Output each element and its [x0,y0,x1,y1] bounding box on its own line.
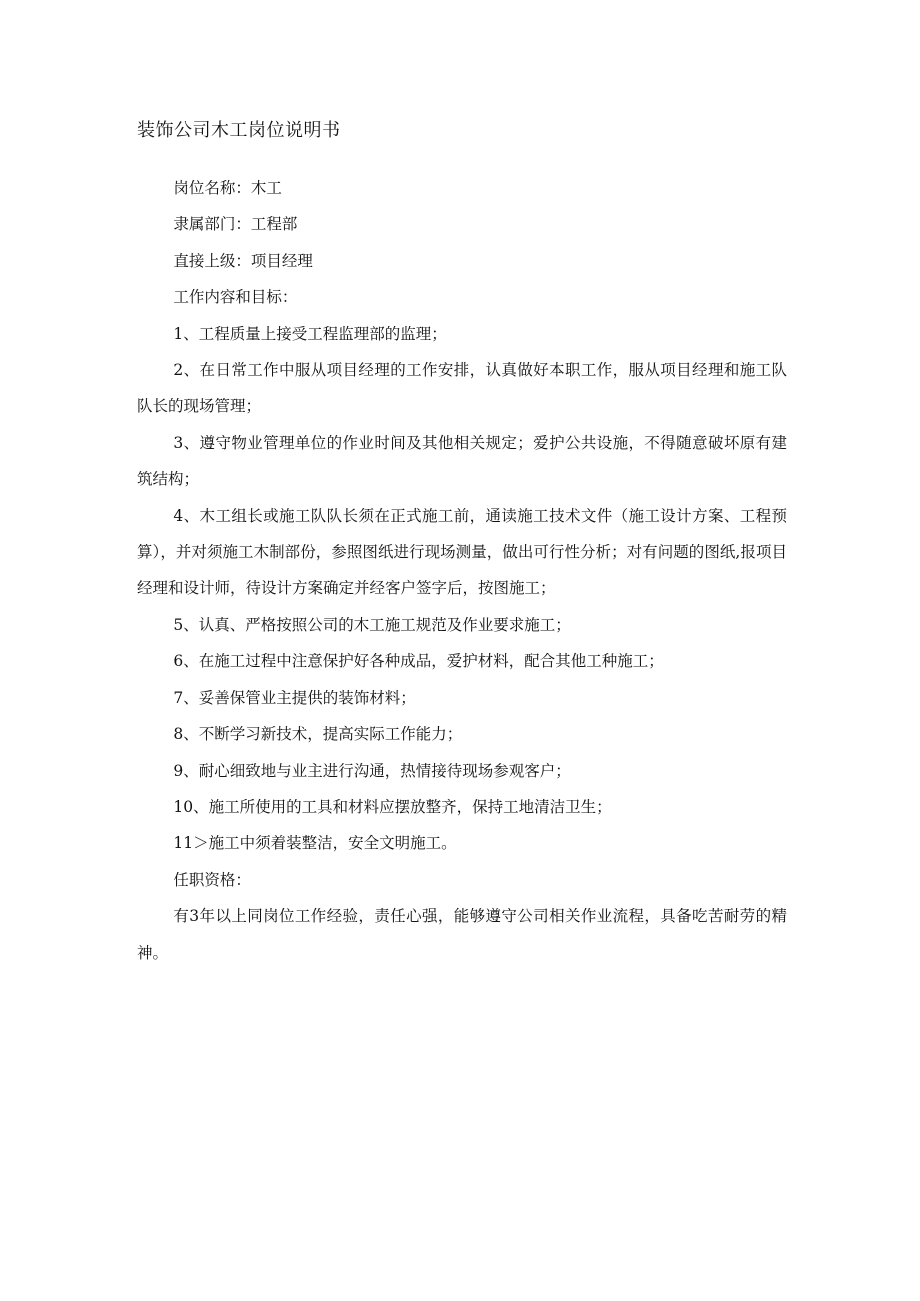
duty-item: 11＞施工中须着装整洁，安全文明施工。 [173,834,457,853]
document-body [137,170,787,971]
section-heading-duties: 工作内容和目标： [173,288,298,307]
section-heading-qualifications: 任职资格： [173,870,251,889]
duty-item: 5、认真、严格按照公司的木工施工规范及作业要求施工； [173,615,571,634]
duty-item: 10、施工所使用的工具和材料应摆放整齐，保持工地清洁卫生； [173,797,612,816]
duty-item: 6、在施工过程中注意保护好各种成品，爱护材料，配合其他工种施工； [173,652,664,671]
duty-item: 4、木工组长或施工队队长须在正式施工前，通读施工技术文件（施工设计方案、工程预算），并对须施工木制部份，参照图纸进行现场测量，做出可行性分析；对有问题的图纸,报项目经理和设计师，待设计方案确定并经客户签字后，按图施工； [137,506,787,598]
duty-item: 3、遵守物业管理单位的作业时间及其他相关规定；爱护公共设施，不得随意破坏原有建筑结构； [137,433,787,489]
field-supervisor: 直接上级：项目经理 [173,251,313,270]
qualification-text: 有3年以上同岗位工作经验，责任心强，能够遵守公司相关作业流程，具备吃苦耐劳的精神。 [137,907,787,962]
duty-item: 1、工程质量上接受工程监理部的监理； [173,324,447,343]
field-position-name: 岗位名称：木工 [173,179,282,197]
document-title: 装饰公司木工岗位说明书 [137,120,341,141]
duty-item: 8、不断学习新技术，提高实际工作能力； [173,725,463,744]
field-department: 隶属部门：工程部 [173,215,298,234]
duty-item: 9、耐心细致地与业主进行沟通，热情接待现场参观客户； [173,761,571,780]
duty-item: 2、在日常工作中服从项目经理的工作安排，认真做好本职工作，服从项目经理和施工队队长的现场管理； [137,361,787,416]
duty-item: 7、妥善保管业主提供的装饰材料； [173,688,416,707]
